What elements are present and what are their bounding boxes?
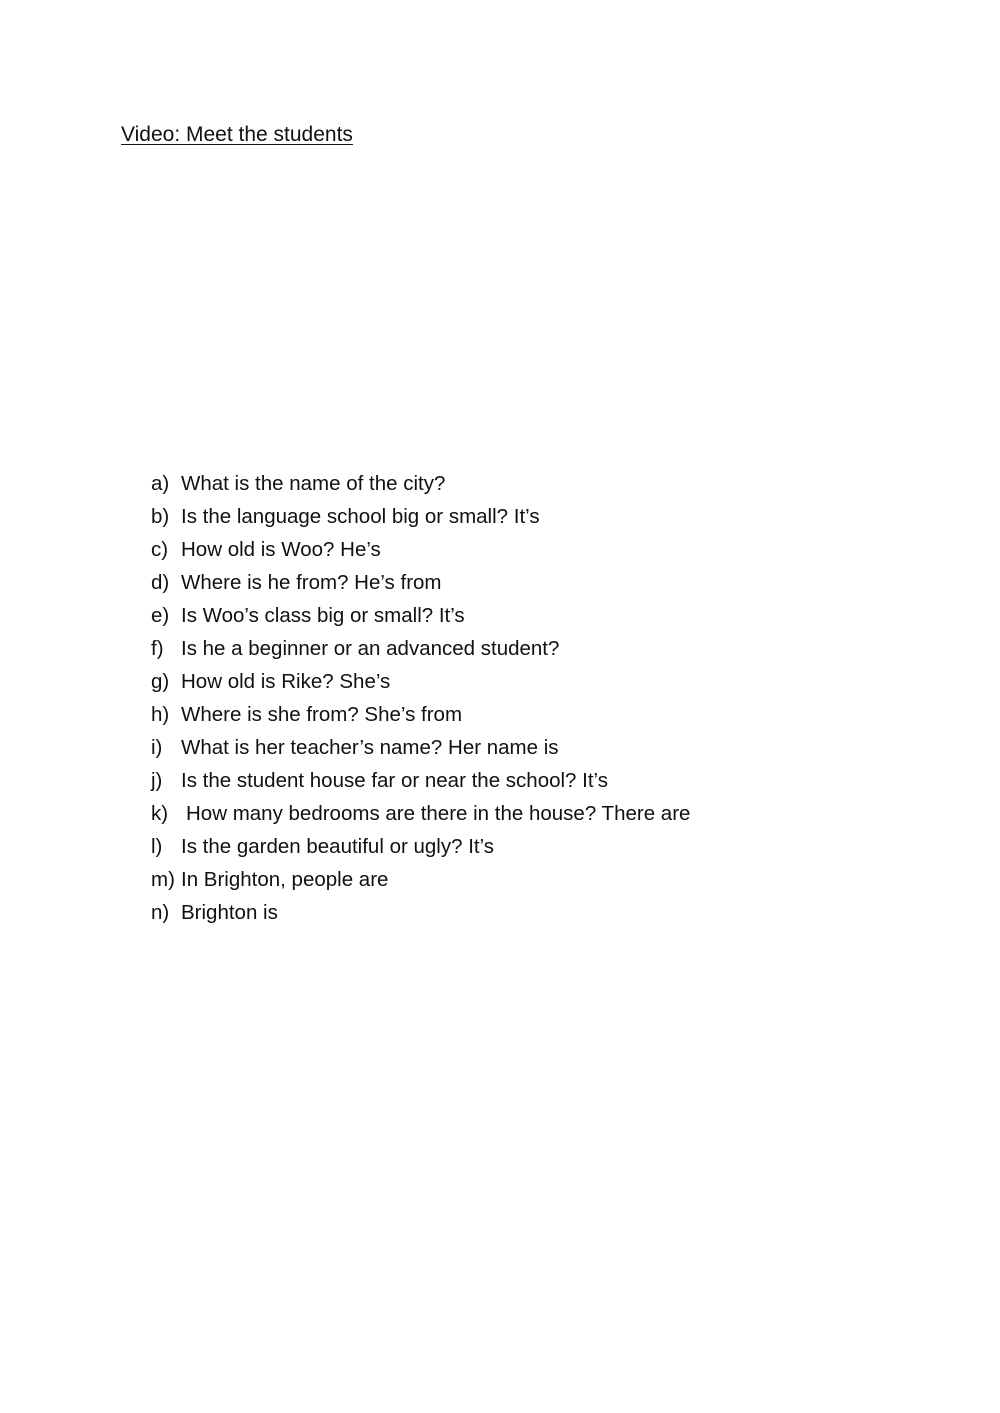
question-text: How old is Rike? She’s xyxy=(181,670,391,693)
question-letter: d) xyxy=(151,571,170,594)
question-text: What is her teacher’s name? Her name is xyxy=(181,736,559,759)
question-letter: l) xyxy=(151,835,163,858)
question-text: Where is she from? She’s from xyxy=(181,703,463,726)
worksheet-title: Video: Meet the students xyxy=(121,123,353,146)
question-text: Is the student house far or near the school? It’s xyxy=(181,769,608,792)
question-item-m xyxy=(151,866,690,899)
question-letter: a) xyxy=(151,472,170,495)
question-list xyxy=(151,470,690,932)
question-item-l xyxy=(151,833,690,866)
question-text: Is the garden beautiful or ugly? It’s xyxy=(181,835,495,858)
question-letter: j) xyxy=(151,769,163,792)
question-letter: m) xyxy=(151,868,175,891)
question-letter: e) xyxy=(151,604,170,627)
question-text: Where is he from? He’s from xyxy=(181,571,442,594)
question-letter: k) xyxy=(151,802,169,825)
question-letter: n) xyxy=(151,901,170,924)
question-item-i xyxy=(151,734,690,767)
question-item-h xyxy=(151,701,690,734)
question-item-a xyxy=(151,470,690,503)
question-text: What is the name of the city? xyxy=(181,472,446,495)
question-letter: h) xyxy=(151,703,170,726)
question-text: Is he a beginner or an advanced student? xyxy=(181,637,560,660)
question-item-c xyxy=(151,536,690,569)
question-text: How old is Woo? He’s xyxy=(181,538,381,561)
question-item-g xyxy=(151,668,690,701)
question-item-f xyxy=(151,635,690,668)
question-letter: b) xyxy=(151,505,170,528)
question-item-k xyxy=(151,800,690,833)
question-item-d xyxy=(151,569,690,602)
question-text: Is Woo’s class big or small? It’s xyxy=(181,604,465,627)
question-item-j xyxy=(151,767,690,800)
question-letter: g) xyxy=(151,670,170,693)
question-letter: c) xyxy=(151,538,169,561)
question-letter: f) xyxy=(151,637,164,660)
question-text: How many bedrooms are there in the house? There are xyxy=(186,802,691,825)
question-letter: i) xyxy=(151,736,163,759)
question-item-n xyxy=(151,899,690,932)
question-item-e xyxy=(151,602,690,635)
question-text: In Brighton, people are xyxy=(181,868,389,891)
question-text: Is the language school big or small? It’s xyxy=(181,505,540,528)
question-text: Brighton is xyxy=(181,901,278,924)
question-item-b xyxy=(151,503,690,536)
